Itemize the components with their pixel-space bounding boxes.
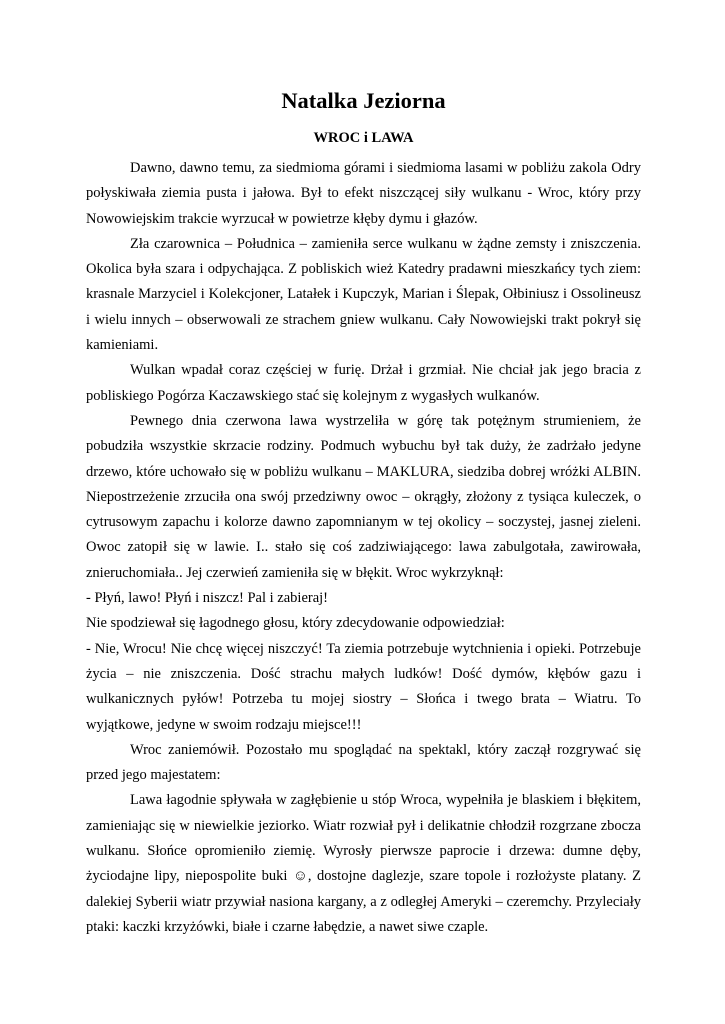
paragraph-2: Zła czarownica – Południca – zamieniła serce wulkanu w żądne zemsty i zniszczenia. Okolica była szara i odpychająca. Z pobliskich wież Katedry pradawni mieszkańcy tych ziem: krasnale Marzyciel i Kolekcjoner, Latałek i Kupczyk, Marian i Ślepak, Ołbiniusz i Ossolineusz i wielu innych – obserwowali ze strachem gniew wulkanu. Cały Nowowiejski trakt pokrył się kamieniami.	[86, 235, 641, 354]
paragraph-5: Wroc zaniemówił. Pozostało mu spoglądać na spektakl, który zaczął rozgrywać się przed jego majestatem:	[86, 741, 641, 784]
paragraph-3: Wulkan wpadał coraz częściej w furię. Drżał i grzmiał. Nie chciał jak jego bracia z pobliskiego Pogórza Kaczawskiego stać się kolejnym z wygasłych wulkanów.	[86, 362, 641, 404]
paragraph-4: Pewnego dnia czerwona lawa wystrzeliła w górę tak potężnym strumieniem, że pobudziła wszystkie skrzacie rodziny. Podmuch wybuchu był tak duży, że zadrżało jedyne drzewo, które uchowało się w pobliżu wulkanu – MAKLURA, siedziba dobrej wróżki ALBIN. Niepostrzeżenie zrzuciła ona swój przedziwny owoc – okrągły, złożony z tysiąca kuleczek, o cytrusowym zapachu i kolorze dawno zapomnianym w tej okolicy – soczystej, jasnej zieleni. Owoc zatopił się w lawie. I.. stało się coś zadziwiającego: lawa zabulgotała, zawirowała, znieruchomiała.. Jej czerwień zamieniła się w błękit. Wroc wykrzyknął:	[86, 412, 641, 581]
document-title: Natalka Jeziorna	[281, 88, 446, 113]
document-page	[86, 86, 641, 940]
narration-line: Nie spodziewał się łagodnego głosu, który zdecydowanie odpowiedział:	[86, 615, 505, 632]
dialogue-line-1: - Płyń, lawo! Płyń i niszcz! Pal i zabieraj!	[86, 590, 329, 607]
paragraph-6: Lawa łagodnie spływała w zagłębienie u stóp Wroca, wypełniła je blaskiem i błękitem, zamieniając się w niewielkie jeziorko. Wiatr rozwiał pył i delikatnie chłodził rozgrzane zbocza wulkanu. Słońce opromieniło ziemię. Wyrosły pierwsze paprocie i drzewa: dumne dęby, życiodajne lipy, niepospolite buki ☺, dostojne daglezje, szare topole i rozłożyste platany. Z dalekiej Syberii wiatr przywiał nasiona kargany, a z odległej Ameryki – czeremchy. Przyleciały ptaki: kaczki krzyżówki, białe i czarne łabędzie, a nawet siwe czaple.	[86, 792, 641, 935]
document-body	[86, 156, 641, 940]
paragraph-1: Dawno, dawno temu, za siedmioma górami i siedmioma lasami w pobliżu zakola Odry połyskiwała ziemia pusta i jałowa. Był to efekt niszczącej siły wulkanu - Wroc, który przy Nowowiejskim trakcie wyrzucał w powietrze kłęby dymu i głazów.	[86, 160, 641, 227]
document-subtitle: WROC i LAWA	[313, 130, 414, 146]
dialogue-line-2: - Nie, Wrocu! Nie chcę więcej niszczyć! Ta ziemia potrzebuje wytchnienia i opieki. Potrzebuje życia – nie zniszczenia. Dość strachu małych ludków! Dość dymów, kłębów gazu i wulkanicznych pyłów! Potrzeba tu mojej siostry – Słońca i twego brata – Wiatru. To wyjątkowe, jedyne w swoim rodzaju miejsce!!!	[86, 640, 641, 733]
